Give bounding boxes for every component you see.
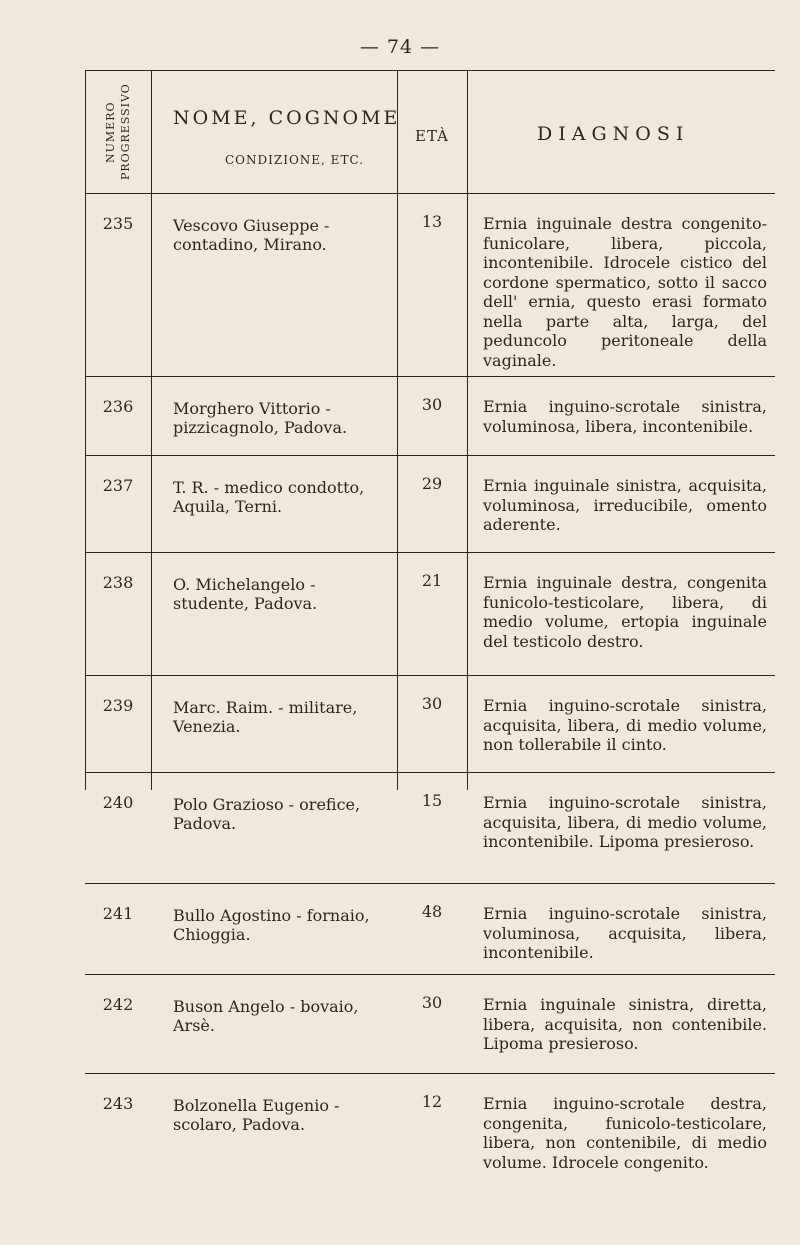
row-age: 21 <box>421 571 443 590</box>
table-header <box>85 71 775 194</box>
header-diagnosis-label: DIAGNOSI <box>537 123 690 145</box>
header-number-label: NUMERO PROGRESSIVO <box>104 83 132 181</box>
table-row <box>85 773 775 884</box>
row-age: 29 <box>421 474 443 493</box>
row-diagnosis: Ernia inguino-scrotale sinistra, voluminosa, libera, incontenibile. <box>483 397 767 436</box>
row-number: 240 <box>102 793 134 812</box>
row-age: 30 <box>421 395 443 414</box>
row-age: 30 <box>421 993 443 1012</box>
row-number: 236 <box>102 397 134 416</box>
row-age: 13 <box>421 212 443 231</box>
row-diagnosis: Ernia inguino-scrotale sinistra, voluminosa, acquisita, libera, incontenibile. <box>483 904 767 962</box>
row-age: 30 <box>421 694 443 713</box>
table-row <box>85 194 775 377</box>
row-name: Bullo Agostino - fornaio, Chioggia. <box>173 906 370 944</box>
row-name: Marc. Raim. - militare, Venezia. <box>173 698 358 736</box>
row-diagnosis: Ernia inguinale destra, congenita funicolo-testicolare, libera, di medio volume, ertopia inguinale del testicolo destro. <box>483 573 767 651</box>
row-number: 239 <box>102 696 134 715</box>
row-name: T. R. - medico condotto, Aquila, Terni. <box>173 478 365 516</box>
table-row <box>85 975 775 1074</box>
row-number: 243 <box>102 1094 134 1113</box>
row-diagnosis: Ernia inguino-scrotale destra, congenita, funicolo-testicolare, libera, non contenibile, di medio volume. Idrocele congenito. <box>483 1094 767 1172</box>
row-diagnosis: Ernia inguinale destra congenito-funicolare, libera, piccola, incontenibile. Idrocele cistico del cordone spermatico, sotto il sacco dell' ernia, questo erasi formato nella parte alta, larga, del peduncolo peritoneale della vaginale. <box>483 214 767 370</box>
table-row <box>85 553 775 676</box>
page-number: — 74 — <box>359 36 441 58</box>
table-row <box>85 377 775 456</box>
row-name: Buson Angelo - bovaio, Arsè. <box>173 997 359 1035</box>
row-number: 235 <box>102 214 134 233</box>
header-diagnosis <box>467 71 775 193</box>
row-name: Bolzonella Eugenio - scolaro, Padova. <box>173 1096 340 1134</box>
row-diagnosis: Ernia inguinale sinistra, acquisita, voluminosa, irreducibile, omento aderente. <box>483 476 767 534</box>
row-number: 238 <box>102 573 134 592</box>
table-row <box>85 884 775 975</box>
row-name: O. Michelangelo - studente, Padova. <box>173 575 318 613</box>
table-row <box>85 1074 775 1172</box>
row-diagnosis: Ernia inguino-scrotale sinistra, acquisita, libera, di medio volume, incontenibile. Lipoma presieroso. <box>483 793 767 851</box>
row-name: Polo Grazioso - orefice, Padova. <box>173 795 361 833</box>
row-age: 12 <box>421 1092 443 1111</box>
register-table <box>85 70 775 1172</box>
row-diagnosis: Ernia inguino-scrotale sinistra, acquisita, libera, di medio volume, non tollerabile il cinto. <box>483 696 767 754</box>
header-age <box>397 71 467 193</box>
row-number: 242 <box>102 995 134 1014</box>
header-number <box>85 71 151 193</box>
table-row <box>85 456 775 553</box>
row-name: Vescovo Giuseppe - contadino, Mirano. <box>173 216 330 254</box>
header-name-label: NOME, COGNOME <box>173 107 401 129</box>
table-row <box>85 676 775 773</box>
row-age: 15 <box>421 791 443 810</box>
header-name <box>151 71 401 193</box>
row-number: 237 <box>102 476 134 495</box>
row-age: 48 <box>421 902 443 921</box>
row-diagnosis: Ernia inguinale sinistra, diretta, libera, acquisita, non contenibile. Lipoma presieroso. <box>483 995 767 1053</box>
row-number: 241 <box>102 904 134 923</box>
header-age-label: ETÀ <box>415 127 449 145</box>
row-name: Morghero Vittorio - pizzicagnolo, Padova. <box>173 399 348 437</box>
header-condition-label: CONDIZIONE, ETC. <box>225 153 365 167</box>
